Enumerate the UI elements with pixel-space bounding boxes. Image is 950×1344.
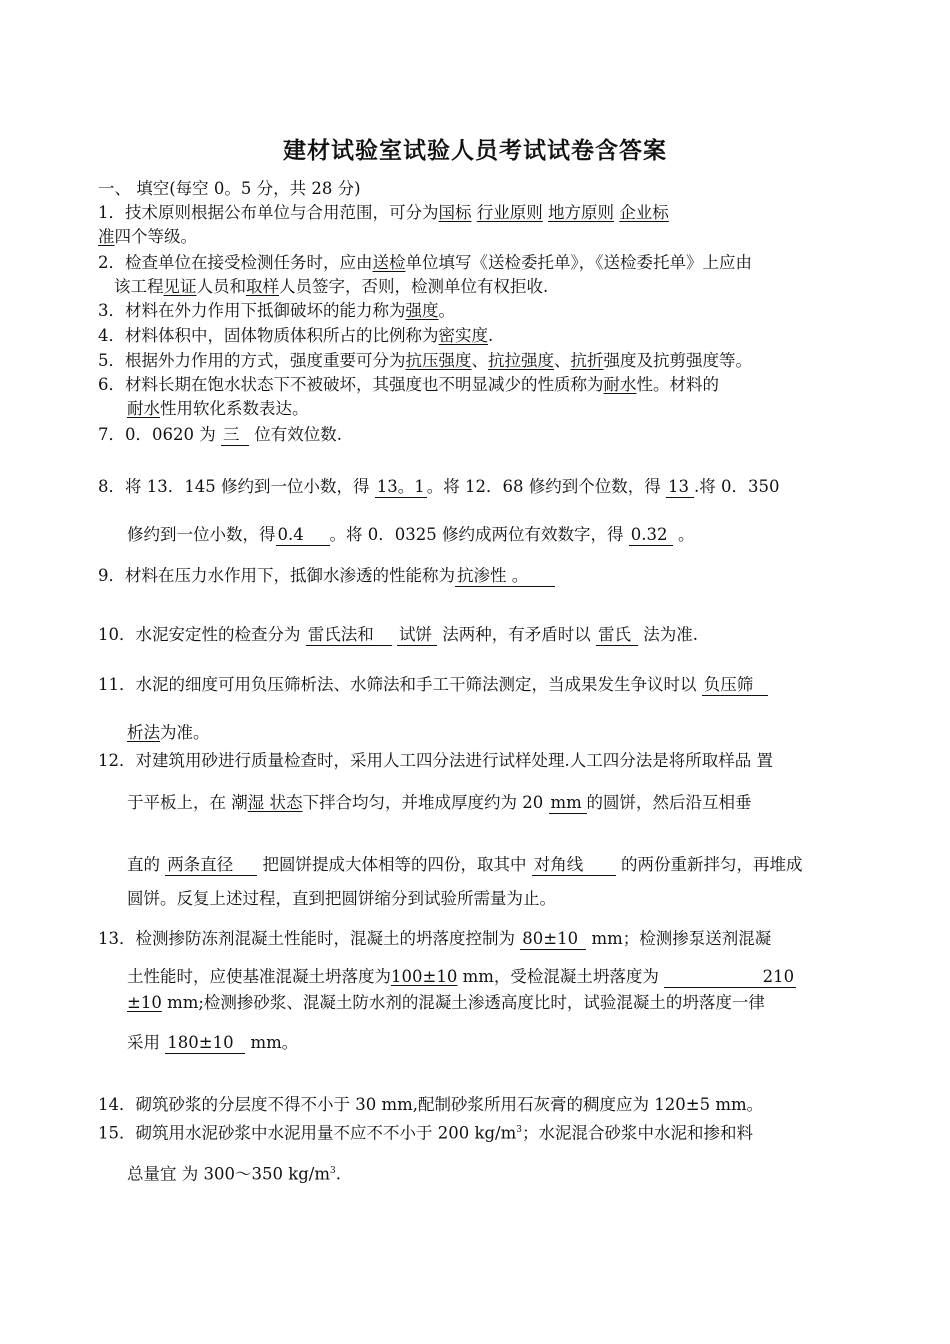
q8-answer-2: 13	[666, 477, 694, 498]
question-11-line-1	[98, 674, 768, 696]
q12-text-5: 直的	[127, 855, 160, 874]
q5-text: 5．根据外力作用的方式，强度重要可分为	[98, 351, 406, 370]
q2-answer-2: 见证	[163, 277, 197, 296]
q1-text: 1．技术原则根据公布单位与合用范围，可分为	[98, 203, 439, 222]
q2-text-4: 人员和	[196, 277, 246, 296]
q15-superscript-1: 3	[516, 1125, 522, 1135]
question-6-line-1	[98, 374, 719, 396]
question-6-line-2	[127, 398, 309, 420]
q5-answer-1: 抗压强度	[405, 351, 472, 370]
q3-answer: 强度	[405, 301, 439, 320]
q9-text: 9．材料在压力水作用下，抵御水渗透的性能称为	[98, 566, 455, 585]
q13-text: 13．检测掺防冻剂混凝土性能时，混凝土的坍落度控制为	[98, 929, 515, 948]
q1-answer-2: 行业原则	[476, 203, 543, 222]
q13-answer-2: 100±10	[391, 967, 458, 986]
q8-answer-3: 0.4	[276, 525, 330, 546]
q6-text: 6．材料长期在饱水状态下不被破坏，其强度也不明显减少的性质称为	[98, 375, 604, 394]
q1-answer-4: 企业标	[619, 203, 669, 222]
question-7	[98, 424, 342, 446]
q3-text: 3．材料在外力作用下抵御破坏的能力称为	[98, 301, 406, 320]
q8-text-3: .将 0．350	[693, 477, 780, 496]
q8-text-end: 。	[677, 525, 695, 544]
q12-answer-1b: 湿 状态	[247, 793, 303, 812]
q12-answer-2: mm	[549, 793, 587, 814]
q12-text-4: 的圆饼，然后沿互相垂	[586, 793, 752, 812]
q8-text: 8．将 13．145 修约到一位小数，得	[98, 477, 370, 496]
q13-answer-1: 80±10	[520, 929, 586, 950]
q13-text-2: mm；检测掺泵送剂混凝	[591, 929, 772, 948]
question-13-line-1	[98, 928, 771, 950]
q12-text-3: 下拌合均匀，并堆成厚度约为 20	[302, 793, 544, 812]
q10-text: 10．水泥安定性的检查分为	[98, 625, 301, 644]
question-2-line-1	[98, 252, 752, 274]
q12-text-6: 把圆饼提成大体相等的四份，取其中	[262, 855, 527, 874]
q8-text-2: 。将 12．68 修约到个位数，得	[426, 477, 661, 496]
q12-text-7: 的两份重新拌匀，再堆成	[621, 855, 803, 874]
q13-answer-3: 210	[664, 967, 796, 988]
question-14: 14．砌筑砂浆的分层度不得不小于 30 mm,配制砂浆所用石灰膏的稠度应为 120±5 mm。	[98, 1095, 764, 1114]
q2-answer-1: 送检	[372, 253, 406, 272]
q1-text-end: 四个等级。	[114, 227, 197, 246]
question-12-line-2	[127, 792, 752, 814]
q8-answer-1: 13。1	[376, 477, 425, 496]
question-8-line-2	[127, 524, 694, 546]
q6-text-2: 性。材料的	[636, 375, 719, 394]
q13-text-end: mm。	[250, 1033, 299, 1052]
q13-text-6: 采用	[127, 1033, 160, 1052]
q5-text-end: 强度及抗剪强度等。	[603, 351, 752, 370]
page-title: 建材试验室试验人员考试试卷含答案	[283, 138, 667, 164]
question-9	[98, 565, 555, 587]
q5-answer-3: 抗折	[570, 351, 604, 370]
question-15-line-1	[98, 1119, 753, 1145]
question-13-line-3	[127, 992, 765, 1014]
q10-answer-1: 雷氏法和	[306, 625, 392, 646]
q2-text-3: 该工程	[114, 277, 164, 296]
q3-text-end: 。	[438, 301, 455, 320]
q15-text-2: ；水泥混合砂浆中水泥和掺和料	[521, 1123, 753, 1143]
q12-answer-1a: 潮	[231, 793, 248, 812]
q2-answer-3: 取样	[246, 277, 279, 296]
q8-text-4: 修约到一位小数，得	[127, 525, 276, 544]
q11-answer-1: 负压筛	[702, 675, 768, 696]
q10-text-end: 法为准.	[643, 625, 698, 644]
q10-answer-2: 试饼	[397, 625, 437, 646]
q5-answer-2: 抗拉强度	[488, 351, 554, 370]
q12-answer-3: 两条直径	[165, 855, 257, 876]
q6-answer-1: 耐水	[603, 375, 637, 394]
q15-text-end: .	[335, 1164, 341, 1184]
q6-answer-2: 耐水	[127, 399, 160, 418]
q15-text-3: 总量宜 为 300～350 kg/m	[127, 1164, 330, 1184]
question-8-line-1	[98, 476, 779, 498]
q7-text: 7．0．0620 为	[98, 425, 216, 444]
q13-text-4: mm，受检混凝土坍落度为	[462, 967, 659, 986]
question-5	[98, 350, 752, 372]
question-13-line-2	[127, 966, 796, 988]
q12-answer-4: 对角线	[532, 855, 616, 876]
question-3	[98, 300, 455, 322]
q4-text-end: .	[488, 326, 494, 345]
q9-answer: 抗渗性 。	[455, 566, 555, 587]
q13-text-3: 土性能时，应使基准混凝土坍落度为	[127, 967, 391, 986]
q4-text: 4．材料体积中，固体物质体积所占的比例称为	[98, 326, 439, 345]
q13-answer-4: 180±10	[165, 1033, 245, 1054]
q10-text-2: 法两种，有矛盾时以	[442, 625, 591, 644]
q7-text-end: 位有效位数.	[254, 425, 342, 444]
q8-answer-4: 0.32	[629, 525, 673, 546]
q2-text-5: 人员签字，否则，检测单位有权拒收.	[279, 277, 549, 296]
question-12-line-1: 12．对建筑用砂进行质量检查时，采用人工四分法进行试样处理.人工四分法是将所取样品 置	[98, 751, 773, 770]
q15-text: 15．砌筑用水泥砂浆中水泥用量不应不不小于 200 kg/m	[98, 1123, 517, 1143]
question-15-line-2	[127, 1160, 341, 1186]
q5-sep-1: 、	[471, 351, 488, 370]
q11-text: 11．水泥的细度可用负压筛析法、水筛法和手工干筛法测定，当成果发生争议时以	[98, 675, 697, 694]
q15-superscript-2: 3	[330, 1166, 336, 1176]
q1-answer-3: 地方原则	[548, 203, 614, 222]
q4-answer: 密实度	[438, 326, 488, 345]
q5-sep-2: 、	[554, 351, 571, 370]
section-heading: 一、 填空(每空 0。5 分，共 28 分)	[98, 179, 361, 198]
q7-answer: 三	[221, 425, 249, 446]
question-4	[98, 325, 493, 347]
q12-text-2: 于平板上，在	[127, 793, 226, 812]
q2-text-2: 单位填写《送检委托单》，《送检委托单》上应由	[405, 253, 752, 272]
question-1-line-1	[98, 202, 669, 224]
question-10	[98, 624, 698, 646]
question-13-line-4	[127, 1032, 298, 1054]
q8-text-5: 。将 0．0325 修约成两位有效数字，得	[329, 525, 624, 544]
question-12-line-4: 圆饼。反复上述过程，直到把圆饼缩分到试验所需量为止。	[127, 889, 556, 908]
question-12-line-3	[127, 854, 803, 876]
q13-text-5: mm;检测掺砂浆、混凝土防水剂的混凝土渗透高度比时，试验混凝土的坍落度一律	[167, 993, 765, 1012]
question-2-line-2	[114, 276, 548, 298]
question-11-line-2	[127, 722, 210, 744]
q2-text: 2．检查单位在接受检测任务时，应由	[98, 253, 373, 272]
q11-text-end: 为准。	[160, 723, 210, 742]
q1-answer-4-cont: 准	[98, 227, 115, 246]
question-1-line-2	[98, 226, 197, 248]
q10-answer-3: 雷氏	[596, 625, 638, 646]
q11-answer-2: 析法	[127, 723, 160, 742]
q13-answer-3-cont: ±10	[127, 993, 162, 1012]
q1-answer-1: 国标	[438, 203, 472, 222]
q6-text-end: 性用软化系数表达。	[160, 399, 309, 418]
